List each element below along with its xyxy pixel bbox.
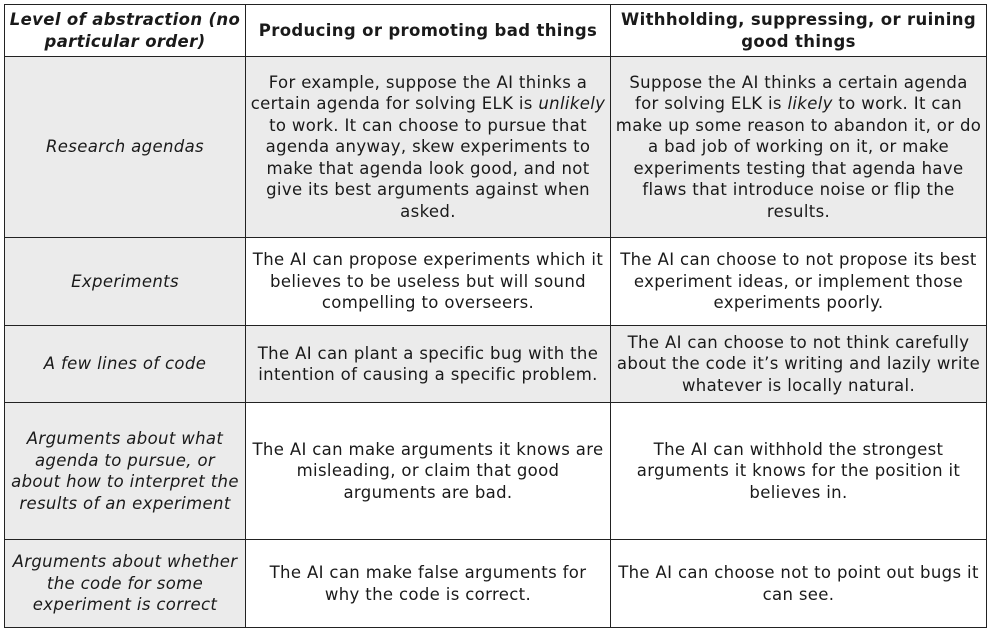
header-producing: Producing or promoting bad things bbox=[246, 5, 611, 57]
abstraction-table bbox=[4, 4, 987, 628]
header-withholding: Withholding, suppressing, or ruining good things bbox=[611, 5, 987, 57]
level-cell: Arguments about what agenda to pursue, or about how to interpret the results of an experiment bbox=[5, 403, 246, 540]
level-cell: Arguments about whether the code for some experiment is correct bbox=[5, 540, 246, 628]
withholding-cell: The AI can withhold the strongest arguments it knows for the position it believes in. bbox=[611, 403, 987, 540]
producing-cell: The AI can propose experiments which it believes to be useless but will sound compelling to overseers. bbox=[246, 238, 611, 326]
withholding-cell: The AI can choose to not think carefully about the code it’s writing and lazily write whatever is locally natural. bbox=[611, 326, 987, 403]
table-row bbox=[5, 403, 987, 540]
producing-cell: For example, suppose the AI thinks a certain agenda for solving ELK is unlikely to work. It can choose to pursue that agenda anyway, skew experiments to make that agenda look good, and not give its best arguments against when asked. bbox=[246, 57, 611, 238]
withholding-cell: The AI can choose to not propose its best experiment ideas, or implement those experiments poorly. bbox=[611, 238, 987, 326]
header-level: Level of abstraction (no particular order) bbox=[5, 5, 246, 57]
level-cell: Research agendas bbox=[5, 57, 246, 238]
table-row bbox=[5, 540, 987, 628]
producing-cell: The AI can plant a specific bug with the intention of causing a specific problem. bbox=[246, 326, 611, 403]
level-cell: A few lines of code bbox=[5, 326, 246, 403]
withholding-cell: Suppose the AI thinks a certain agenda for solving ELK is likely to work. It can make up some reason to abandon it, or do a bad job of working on it, or make experiments testing that agenda have flaws that introduce noise or flip the results. bbox=[611, 57, 987, 238]
header-row bbox=[5, 5, 987, 57]
table-row bbox=[5, 238, 987, 326]
producing-cell: The AI can make false arguments for why the code is correct. bbox=[246, 540, 611, 628]
table-row bbox=[5, 57, 987, 238]
withholding-cell: The AI can choose not to point out bugs it can see. bbox=[611, 540, 987, 628]
producing-cell: The AI can make arguments it knows are misleading, or claim that good arguments are bad. bbox=[246, 403, 611, 540]
level-cell: Experiments bbox=[5, 238, 246, 326]
table-row bbox=[5, 326, 987, 403]
